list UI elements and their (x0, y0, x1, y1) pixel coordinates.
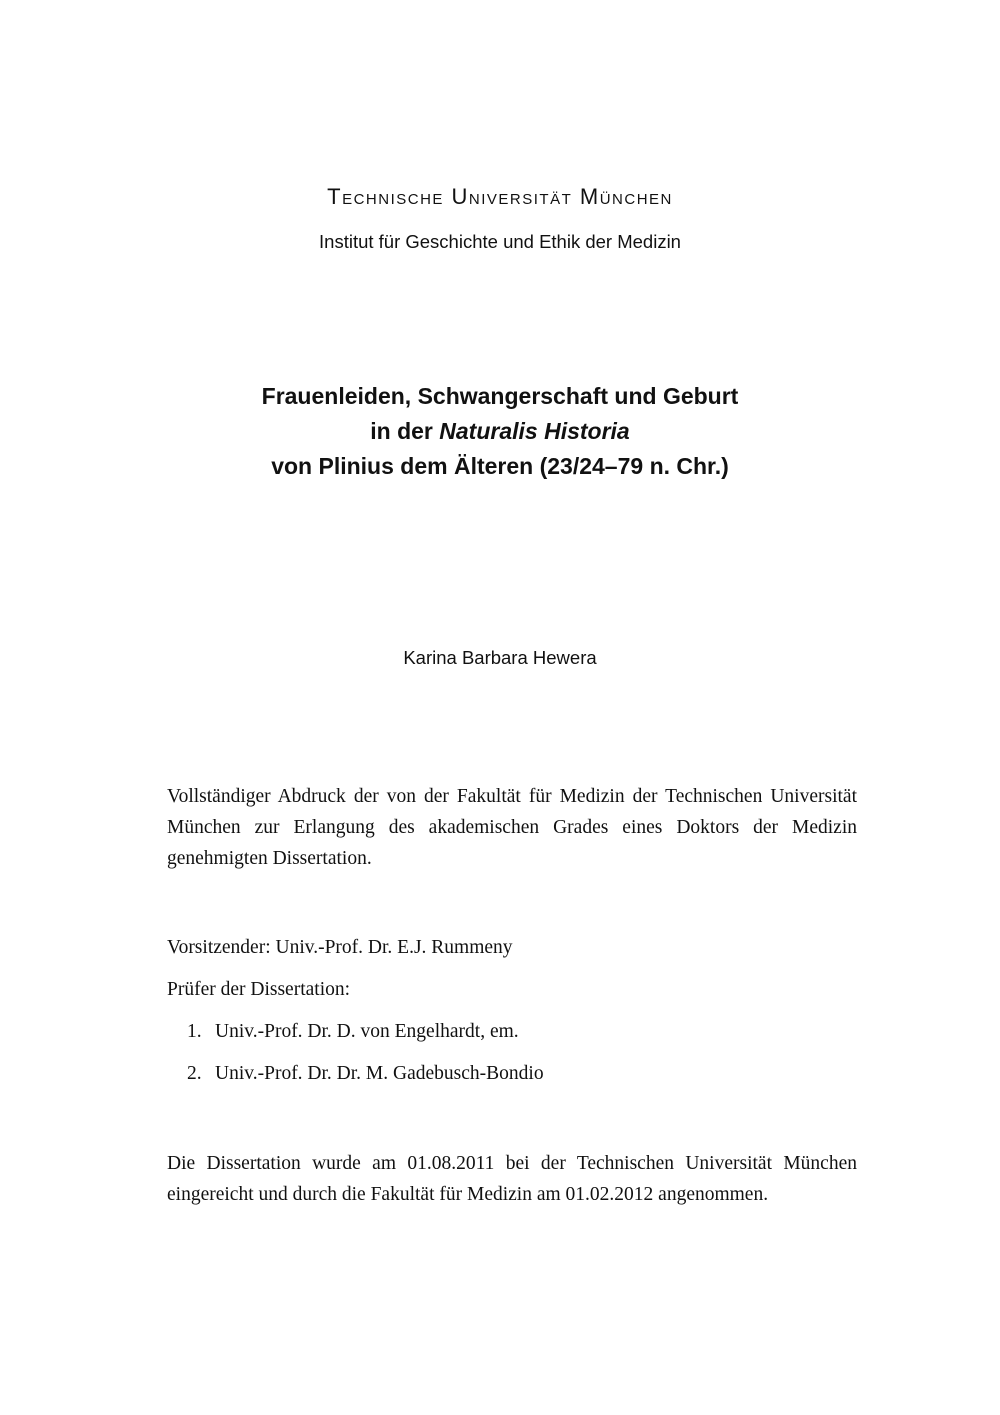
title-line-3: von Plinius dem Älteren (23/24–79 n. Chr.) (271, 453, 729, 479)
examiner-name: Univ.-Prof. Dr. Dr. M. Gadebusch-Bondio (215, 1063, 544, 1084)
examiner-number: 2. (187, 1063, 202, 1084)
title-italic-work: Naturalis Historia (439, 418, 630, 444)
title-line-2 (0, 414, 1000, 449)
title-line-1: Frauenleiden, Schwangerschaft und Geburt (261, 383, 739, 409)
submission-paragraph: Die Dissertation wurde am 01.08.2011 bei der Technischen Universität München eingereicht und durch die Fakultät für Medizin am 01.02.2012 angenommen. (167, 1153, 857, 1205)
examiner-name: Univ.-Prof. Dr. D. von Engelhardt, em. (215, 1021, 519, 1042)
dissertation-title (0, 379, 1000, 484)
examiner-number: 1. (187, 1021, 202, 1042)
examiner-item (187, 1058, 544, 1100)
examiners-list (187, 1016, 544, 1100)
examiner-item (187, 1016, 544, 1058)
university-name: Technische Universität München (327, 184, 673, 209)
committee-chair: Vorsitzender: Univ.-Prof. Dr. E.J. Rummeny (167, 937, 513, 958)
examiners-label: Prüfer der Dissertation: (167, 979, 351, 1000)
author-name: Karina Barbara Hewera (403, 647, 597, 668)
abstract-paragraph: Vollständiger Abdruck der von der Fakultät für Medizin der Technischen Universität München zur Erlangung des akademischen Grades eines Doktors der Medizin genehmigten Dissertation. (167, 786, 857, 869)
title-line-2-prefix: in der (370, 418, 440, 444)
institute-name: Institut für Geschichte und Ethik der Medizin (319, 231, 681, 252)
